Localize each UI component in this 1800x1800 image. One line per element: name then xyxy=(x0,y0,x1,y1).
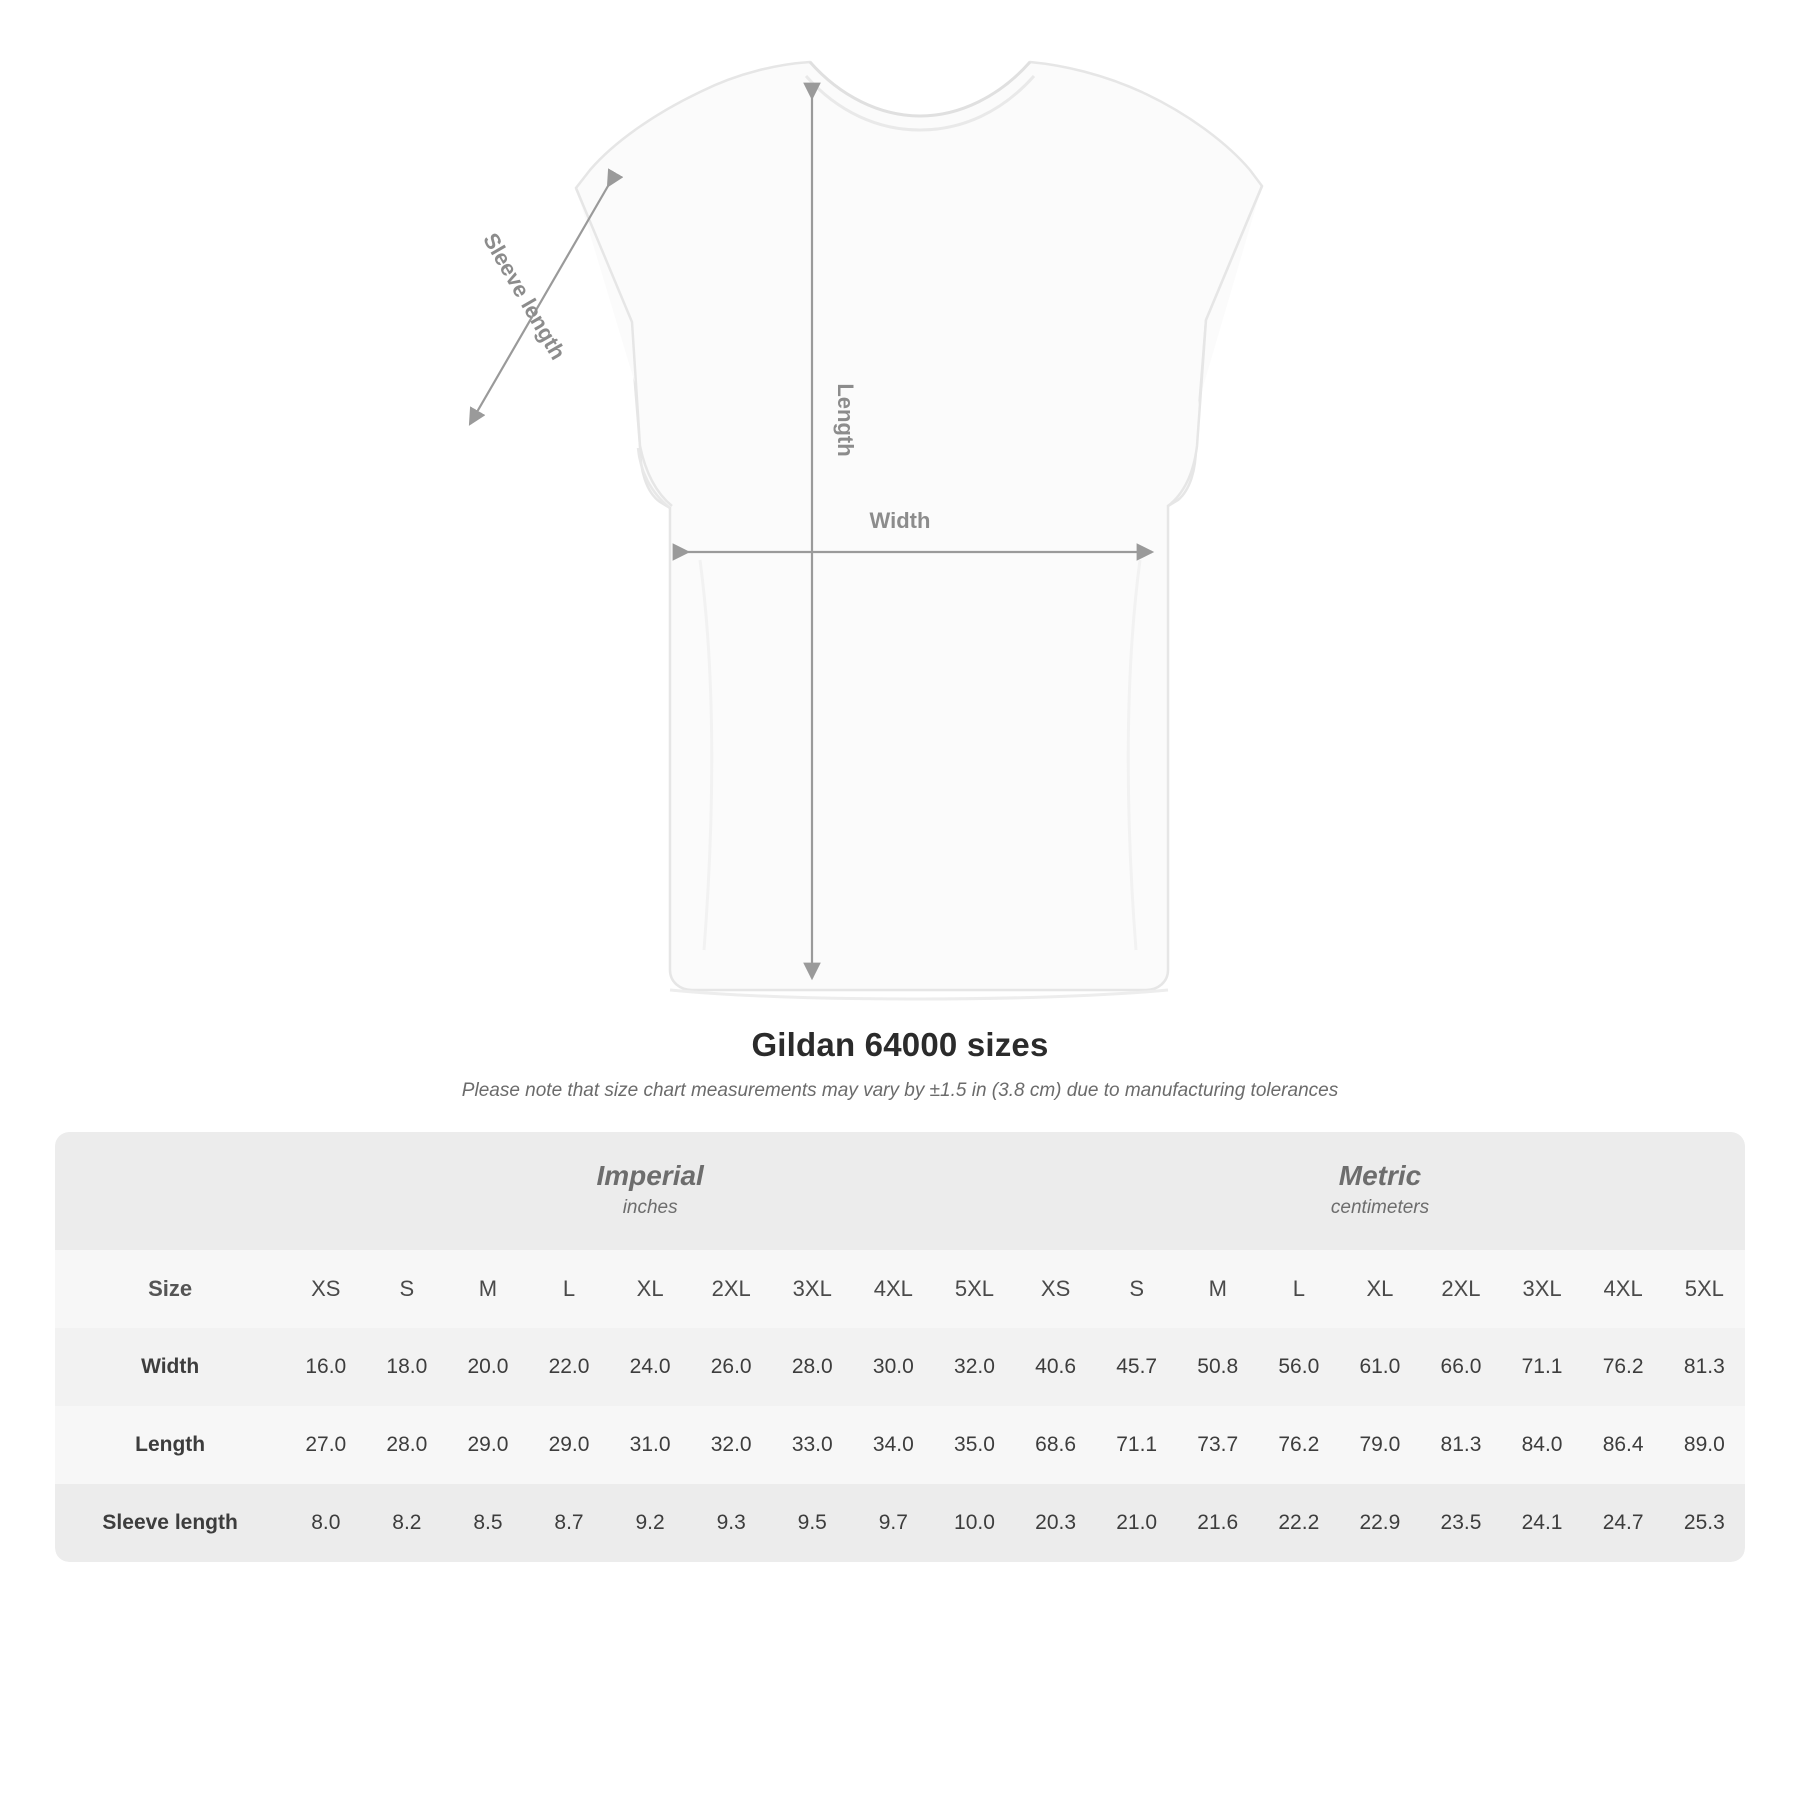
size-cell-xs-imp: XS xyxy=(285,1250,366,1328)
width-xs-imp: 16.0 xyxy=(285,1328,366,1406)
length-s-imp: 28.0 xyxy=(366,1406,447,1484)
size-cell-m-imp: M xyxy=(447,1250,528,1328)
sleeve-2xl-met: 23.5 xyxy=(1420,1484,1501,1562)
sleeve-m-met: 21.6 xyxy=(1177,1484,1258,1562)
width-m-met: 50.8 xyxy=(1177,1328,1258,1406)
sleeve-4xl-imp: 9.7 xyxy=(853,1484,934,1562)
sleeve-3xl-met: 24.1 xyxy=(1502,1484,1583,1562)
size-cell-m-met: M xyxy=(1177,1250,1258,1328)
page-title: Gildan 64000 sizes xyxy=(751,1026,1049,1063)
length-5xl-met: 89.0 xyxy=(1664,1406,1745,1484)
unit-metric xyxy=(1015,1132,1745,1250)
length-5xl-imp: 35.0 xyxy=(934,1406,1015,1484)
length-s-met: 71.1 xyxy=(1096,1406,1177,1484)
row-label-length: Length xyxy=(55,1406,285,1484)
unit-row-spacer xyxy=(55,1132,285,1250)
length-xs-met: 68.6 xyxy=(1015,1406,1096,1484)
unit-header-row xyxy=(55,1132,1745,1250)
size-table-wrapper xyxy=(55,1132,1745,1562)
size-row-label: Size xyxy=(55,1250,285,1328)
size-header-row xyxy=(55,1250,1745,1328)
unit-imperial xyxy=(285,1132,1015,1250)
width-4xl-met: 76.2 xyxy=(1583,1328,1664,1406)
length-2xl-met: 81.3 xyxy=(1420,1406,1501,1484)
size-cell-xl-imp: XL xyxy=(610,1250,691,1328)
sleeve-s-imp: 8.2 xyxy=(366,1484,447,1562)
size-cell-l-imp: L xyxy=(528,1250,609,1328)
width-s-met: 45.7 xyxy=(1096,1328,1177,1406)
width-4xl-imp: 30.0 xyxy=(853,1328,934,1406)
length-m-imp: 29.0 xyxy=(447,1406,528,1484)
length-l-met: 76.2 xyxy=(1258,1406,1339,1484)
width-m-imp: 20.0 xyxy=(447,1328,528,1406)
sleeve-l-imp: 8.7 xyxy=(528,1484,609,1562)
width-xl-met: 61.0 xyxy=(1339,1328,1420,1406)
width-xl-imp: 24.0 xyxy=(610,1328,691,1406)
size-cell-xl-met: XL xyxy=(1339,1250,1420,1328)
width-3xl-met: 71.1 xyxy=(1502,1328,1583,1406)
unit-metric-sub: centimeters xyxy=(1330,1197,1430,1219)
length-xs-imp: 27.0 xyxy=(285,1406,366,1484)
sleeve-s-met: 21.0 xyxy=(1096,1484,1177,1562)
sleeve-3xl-imp: 9.5 xyxy=(772,1484,853,1562)
size-cell-5xl-imp: 5XL xyxy=(934,1250,1015,1328)
table-row xyxy=(55,1406,1745,1484)
length-3xl-met: 84.0 xyxy=(1502,1406,1583,1484)
size-cell-3xl-imp: 3XL xyxy=(772,1250,853,1328)
size-cell-s-imp: S xyxy=(366,1250,447,1328)
table-row xyxy=(55,1328,1745,1406)
sleeve-m-imp: 8.5 xyxy=(447,1484,528,1562)
width-xs-met: 40.6 xyxy=(1015,1328,1096,1406)
size-cell-5xl-met: 5XL xyxy=(1664,1250,1745,1328)
size-cell-l-met: L xyxy=(1258,1250,1339,1328)
unit-metric-name: Metric xyxy=(1338,1160,1422,1192)
tolerance-note: Please note that size chart measurements may vary by ±1.5 in (3.8 cm) due to manufacturing tolerances xyxy=(461,1080,1339,1101)
width-2xl-met: 66.0 xyxy=(1420,1328,1501,1406)
size-cell-3xl-met: 3XL xyxy=(1502,1250,1583,1328)
sleeve-4xl-met: 24.7 xyxy=(1583,1484,1664,1562)
unit-imperial-sub: inches xyxy=(622,1197,678,1219)
length-4xl-met: 86.4 xyxy=(1583,1406,1664,1484)
sleeve-xl-imp: 9.2 xyxy=(610,1484,691,1562)
width-s-imp: 18.0 xyxy=(366,1328,447,1406)
width-5xl-met: 81.3 xyxy=(1664,1328,1745,1406)
sleeve-l-met: 22.2 xyxy=(1258,1484,1339,1562)
size-cell-4xl-imp: 4XL xyxy=(853,1250,934,1328)
size-cell-2xl-imp: 2XL xyxy=(691,1250,772,1328)
width-l-met: 56.0 xyxy=(1258,1328,1339,1406)
sleeve-xs-met: 20.3 xyxy=(1015,1484,1096,1562)
width-3xl-imp: 28.0 xyxy=(772,1328,853,1406)
width-l-imp: 22.0 xyxy=(528,1328,609,1406)
length-xl-met: 79.0 xyxy=(1339,1406,1420,1484)
sleeve-5xl-met: 25.3 xyxy=(1664,1484,1745,1562)
length-2xl-imp: 32.0 xyxy=(691,1406,772,1484)
sleeve-length-label: Sleeve length xyxy=(478,228,571,364)
table-row xyxy=(55,1484,1745,1562)
length-label: Length xyxy=(833,383,858,457)
sleeve-xs-imp: 8.0 xyxy=(285,1484,366,1562)
width-2xl-imp: 26.0 xyxy=(691,1328,772,1406)
size-cell-2xl-met: 2XL xyxy=(1420,1250,1501,1328)
row-label-sleeve-length: Sleeve length xyxy=(55,1484,285,1562)
sleeve-xl-met: 22.9 xyxy=(1339,1484,1420,1562)
sleeve-2xl-imp: 9.3 xyxy=(691,1484,772,1562)
size-cell-s-met: S xyxy=(1096,1250,1177,1328)
length-xl-imp: 31.0 xyxy=(610,1406,691,1484)
length-3xl-imp: 33.0 xyxy=(772,1406,853,1484)
row-label-width: Width xyxy=(55,1328,285,1406)
size-cell-xs-met: XS xyxy=(1015,1250,1096,1328)
size-cell-4xl-met: 4XL xyxy=(1583,1250,1664,1328)
chart-header xyxy=(0,1026,1800,1102)
length-m-met: 73.7 xyxy=(1177,1406,1258,1484)
width-label: Width xyxy=(869,508,931,533)
sleeve-5xl-imp: 10.0 xyxy=(934,1484,1015,1562)
unit-imperial-name: Imperial xyxy=(596,1160,704,1192)
length-4xl-imp: 34.0 xyxy=(853,1406,934,1484)
size-table xyxy=(55,1132,1745,1562)
width-5xl-imp: 32.0 xyxy=(934,1328,1015,1406)
length-l-imp: 29.0 xyxy=(528,1406,609,1484)
